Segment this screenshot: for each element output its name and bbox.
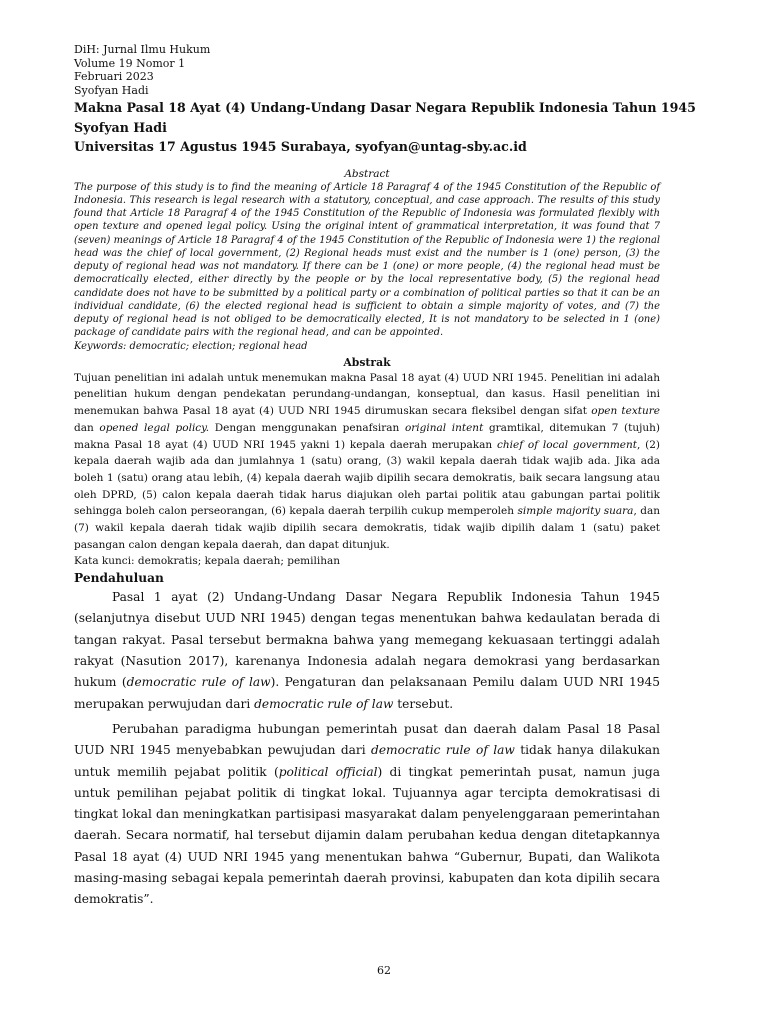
journal-header xyxy=(74,43,660,97)
abstrak-term-opened-legal-policy: opened legal policy. xyxy=(99,421,210,434)
header-author: Syofyan Hadi xyxy=(74,83,149,97)
body-paragraph-2 xyxy=(74,719,660,911)
para1-text-a: Pasal 1 ayat (2) Undang-Undang Dasar Negara Republik Indonesia Tahun 1945 (selanjutnya disebut UUD NRI 1945) dengan tegas menentukan bahwa kedaulatan berada di tangan rakyat. Pasal tersebut bermakna bahwa yang memegang kekuasaan tertinggi adalah rakyat (Nasution 2017), karenanya Indonesia adalah negara demokrasi yang berdasarkan hukum ( xyxy=(74,590,660,690)
abstrak-text-6: , dan (7) wakil kepala daerah tidak wajib dipilih secara demokratis, tidak wajib dipilih dalam 1 (satu) paket pasangan calon dengan kepala daerah, dan dapat ditunjuk. xyxy=(74,505,660,551)
author-name: Syofyan Hadi xyxy=(74,119,167,135)
paper-title: Makna Pasal 18 Ayat (4) Undang-Undang Dasar Negara Republik Indonesia Tahun 1945 xyxy=(74,100,696,115)
abstrak-term-simple-majority: simple majority suara xyxy=(517,505,634,518)
abstrak-indonesian xyxy=(74,370,660,570)
title-block xyxy=(74,98,696,157)
para2-text-b: tidak hanya dilakukan untuk memilih pejabat politik ( xyxy=(74,743,660,779)
abstrak-heading: Abstrak xyxy=(343,355,391,369)
author-affiliation: Universitas 17 Agustus 1945 Surabaya, syofyan@untag-sby.ac.id xyxy=(74,139,527,154)
para2-text-a: Perubahan paradigma hubungan pemerintah pusat dan daerah dalam Pasal 18 Pasal UUD NRI 1945 menyebabkan pewujudan dari xyxy=(74,721,660,758)
page-number: 62 xyxy=(377,964,391,977)
abstract-text: The purpose of this study is to find the meaning of Article 18 Paragraf 4 of the 1945 Constitution of the Republic of Indonesia. This research is legal research with a statutory, conceptual, and case approach. The results of this study found that Article 18 Paragraf 4 of the 1945 Constitution of the Republic of Indonesia was formulated flexibly with open texture and opened legal policy. Using the original intent of grammatical interpretation, it was found that 7 (seven) meanings of Article 18 Paragraf 4 of the 1945 Constitution of the Republic of Indonesia were 1) the regional head was the chief of local government, (2) Regional heads must exist and the number is 1 (one) person, (3) the deputy of regional head was not mandatory. If there can be 1 (one) or more people, (4) the regional head must be democratically elected, either directly by the people or by the local representative body, (5) the regional head candidate does not have to be submitted by a political party or a combination of political parties so that it can be an individual candidate, (6) the elected regional head is sufficient to obtain a simple majority of votes, and (7) the deputy of regional head is not obliged to be democratically elected, It is not mandatory to be selected in 1 (one) package of candidate pairs with the regional head, and can be appointed. xyxy=(74,181,660,339)
abstract-keywords: Keywords: democratic; election; regional head xyxy=(74,340,308,352)
para2-term-1: democratic rule of law xyxy=(371,743,515,758)
para1-text-b: ). Pengaturan dan pelaksanaan Pemilu dalam UUD NRI 1945 merupakan perwujudan dari xyxy=(74,675,660,711)
abstrak-text-3: Dengan menggunakan penafsiran xyxy=(209,421,405,434)
page-content xyxy=(74,43,696,911)
journal-date: Februari 2023 xyxy=(74,70,154,83)
para1-term-1: democratic rule of law xyxy=(126,675,271,690)
para2-term-2: political official xyxy=(278,764,378,779)
body-paragraph-1 xyxy=(74,587,660,715)
abstract-heading: Abstract xyxy=(344,167,390,180)
abstrak-keywords: Kata kunci: demokratis; kepala daerah; pemilihan xyxy=(74,555,340,568)
para1-text-c: tersebut. xyxy=(393,696,454,711)
abstract-english xyxy=(74,181,660,353)
abstrak-text-5: , (2) kepala daerah wajib ada dan jumlahnya 1 (satu) orang, (3) wakil kepala daerah tidak wajib ada. Jika ada boleh 1 (satu) orang atau lebih, (4) kepala daerah wajib dipilih secara demokratis, baik secara langsung atau oleh DPRD, (5) calon kepala daerah tidak harus diajukan oleh partai politik atau gabungan partai politik sehingga boleh calon perseorangan, (6) kepala daerah terpilih cukup memperoleh xyxy=(74,438,660,518)
para1-term-2: democratic rule of law xyxy=(254,696,394,711)
abstrak-term-open-texture: open texture xyxy=(591,405,660,418)
journal-volume: Volume 19 Nomor 1 xyxy=(74,56,186,70)
abstrak-text-1: Tujuan penelitian ini adalah untuk menemukan makna Pasal 18 ayat (4) UUD NRI 1945. Penelitian ini adalah penelitian hukum dengan pendekatan perundang-undangan, konseptual, dan kasus. Hasil penelitian ini menemukan bahwa Pasal 18 ayat (4) UUD NRI 1945 dirumuskan secara fleksibel dengan sifat xyxy=(74,371,660,418)
abstrak-text-4: gramtikal, ditemukan 7 (tujuh) makna Pasal 18 ayat (4) UUD NRI 1945 yakni 1) kepala daerah merupakan xyxy=(74,421,660,451)
journal-name: DiH: Jurnal Ilmu Hukum xyxy=(74,43,211,56)
abstrak-text-2: dan xyxy=(74,421,100,434)
abstrak-term-original-intent: original intent xyxy=(404,421,484,434)
para2-text-c: ) di tingkat pemerintah pusat, namun juga untuk pemilihan pejabat politik di tingkat lokal. Tujuannya agar tercipta demokratisasi di tingkat lokal dan meningkatkan partisipasi masyarakat dalam penyelenggaraan pemerintahan daerah. Secara normatif, hal tersebut dijamin dalam perubahan kedua dengan ditetapkannya Pasal 18 ayat (4) UUD NRI 1945 yang menentukan bahwa “Gubernur, Bupati, dan Walikota masing-masing sebagai kepala pemerintah daerah provinsi, kabupaten dan kota dipilih secara demokratis”. xyxy=(74,764,660,907)
section-heading-pendahuluan: Pendahuluan xyxy=(74,571,164,586)
abstrak-term-chief-local-government: chief of local government xyxy=(496,438,637,451)
